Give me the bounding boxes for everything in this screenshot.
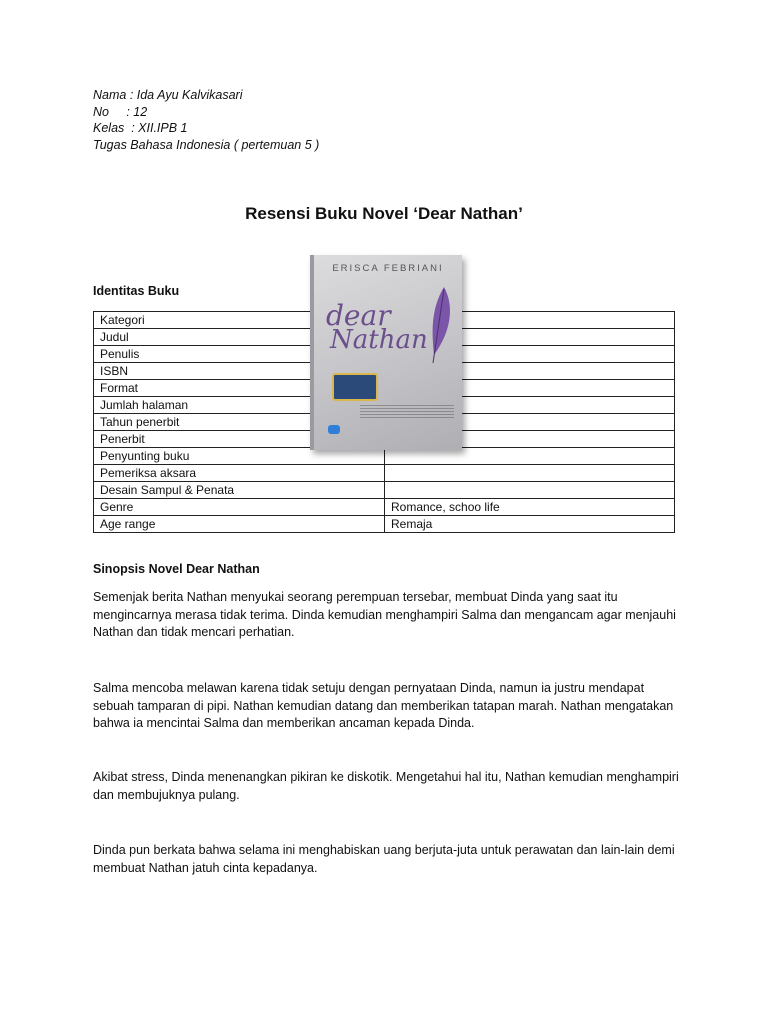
row-label: Judul xyxy=(94,329,385,346)
cover-title-line1: dear xyxy=(326,299,391,332)
sinopsis-paragraph: Salma mencoba melawan karena tidak setuju dengan pernyataan Dinda, namun ia justru mendapat sebuah tamparan di pipi. Nathan kemudian datang dan memberikan tatapan marah. Nathan mengatakan bahwa ia mencintai Salma dan memberikan ancaman kepada Dinda. xyxy=(93,681,674,730)
row-value: Remaja xyxy=(385,516,675,533)
sinopsis-paragraph: Akibat stress, Dinda menenangkan pikiran ke diskotik. Mengetahui hal itu, Nathan kemudian menghampiri dan membujuknya pulang. xyxy=(93,770,679,802)
table-row xyxy=(94,448,675,465)
assignment-title: Tugas Bahasa Indonesia ( pertemuan 5 ) xyxy=(93,137,320,152)
book-cover-image xyxy=(310,255,462,450)
row-label: Pemeriksa aksara xyxy=(94,465,385,482)
student-number: No : 12 xyxy=(93,104,148,119)
row-value xyxy=(385,482,675,499)
row-label: Penulis xyxy=(94,346,385,363)
row-label: Age range xyxy=(94,516,385,533)
document-title: Resensi Buku Novel ‘Dear Nathan’ xyxy=(245,204,523,223)
table-row xyxy=(94,499,675,516)
cover-blurb xyxy=(360,405,454,419)
sinopsis-paragraph: Semenjak berita Nathan menyukai seorang perempuan tersebar, membuat Dinda yang saat itu mengincarnya merasa tidak terima. Dinda kemudian menghampiri Salma dan mengancam agar menjauhi Nathan dan tidak mencari perhatian. xyxy=(93,590,676,639)
sinopsis-heading: Sinopsis Novel Dear Nathan xyxy=(93,562,260,576)
table-row xyxy=(94,516,675,533)
row-label: Jumlah halaman xyxy=(94,397,385,414)
student-info xyxy=(93,87,319,153)
table-row xyxy=(94,465,675,482)
row-label: Penyunting buku xyxy=(94,448,385,465)
row-label: Format xyxy=(94,380,385,397)
row-value: Romance, schoo life xyxy=(385,499,675,516)
student-class: Kelas : XII.IPB 1 xyxy=(93,121,188,135)
award-badge-icon xyxy=(332,373,378,401)
sinopsis-paragraph: Dinda pun berkata bahwa selama ini menghabiskan uang berjuta-juta untuk perawatan dan lain-lain demi membuat Nathan jatuh cinta kepadanya. xyxy=(93,843,675,875)
row-value xyxy=(385,448,675,465)
table-row xyxy=(94,482,675,499)
row-label: Desain Sampul & Penata xyxy=(94,482,385,499)
cover-author: ERISCA FEBRIANI xyxy=(332,263,444,274)
row-label: ISBN xyxy=(94,363,385,380)
student-name: Nama : Ida Ayu Kalvikasari xyxy=(93,88,243,102)
row-label: Tahun penerbit xyxy=(94,414,385,431)
row-label: Penerbit xyxy=(94,431,385,448)
row-label: Kategori xyxy=(94,312,385,329)
identitas-heading: Identitas Buku xyxy=(93,284,180,298)
row-label: Genre xyxy=(94,499,385,516)
publisher-logo-icon xyxy=(328,425,340,434)
row-value xyxy=(385,465,675,482)
cover-title-line2: Nathan xyxy=(330,325,428,355)
feather-icon xyxy=(424,285,454,365)
